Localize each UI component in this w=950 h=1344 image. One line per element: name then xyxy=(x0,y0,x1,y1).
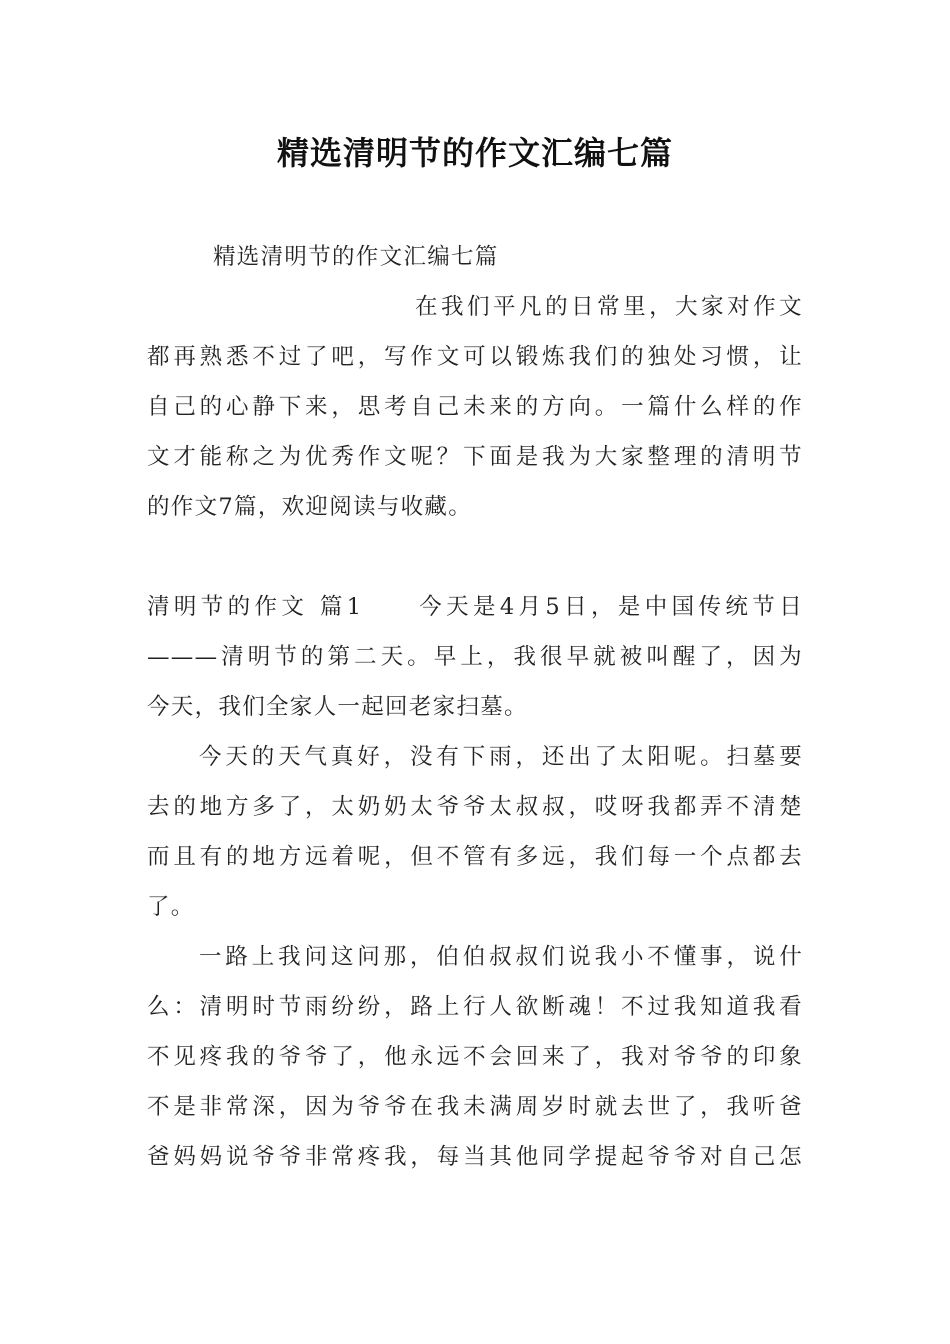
text-line: 文才能称之为优秀作文呢？下面是我为大家整理的清明节 xyxy=(147,444,803,470)
text-line: 去的地方多了，太奶奶太爷爷太叔叔，哎呀我都弄不清楚 xyxy=(147,794,803,820)
text-line: 今天，我们全家人一起回老家扫墓。 xyxy=(147,694,528,720)
text-line: 清明节的作文 篇1 今天是4月5日，是中国传统节日 xyxy=(147,594,803,620)
text-line: 爸妈妈说爷爷非常疼我，每当其他同学提起爷爷对自己怎 xyxy=(147,1144,803,1170)
document-body xyxy=(147,232,803,1182)
text-line: 不见疼我的爷爷了，他永远不会回来了，我对爷爷的印象 xyxy=(147,1044,803,1070)
blank-line xyxy=(147,532,803,582)
text-line: 的作文7篇，欢迎阅读与收藏。 xyxy=(147,494,473,520)
text-line: 在我们平凡的日常里，大家对作文 xyxy=(415,294,803,320)
text-line: 今天的天气真好，没有下雨，还出了太阳呢。扫墓要 xyxy=(199,744,803,770)
text-line: 了。 xyxy=(147,894,195,920)
document-title: 精选清明节的作文汇编七篇 xyxy=(276,134,673,172)
text-line: 自己的心静下来，思考自己未来的方向。一篇什么样的作 xyxy=(147,394,803,420)
text-line: ———清明节的第二天。早上，我很早就被叫醒了，因为 xyxy=(147,644,803,670)
text-line: 而且有的地方远着呢，但不管有多远，我们每一个点都去 xyxy=(147,844,803,870)
text-line: 都再熟悉不过了吧，写作文可以锻炼我们的独处习惯，让 xyxy=(147,344,803,370)
text-line: 精选清明节的作文汇编七篇 xyxy=(213,244,499,270)
text-line: 么：清明时节雨纷纷，路上行人欲断魂！不过我知道我看 xyxy=(147,994,803,1020)
text-line: 一路上我问这问那，伯伯叔叔们说我小不懂事，说什 xyxy=(199,944,803,970)
text-line: 不是非常深，因为爷爷在我未满周岁时就去世了，我听爸 xyxy=(147,1094,803,1120)
